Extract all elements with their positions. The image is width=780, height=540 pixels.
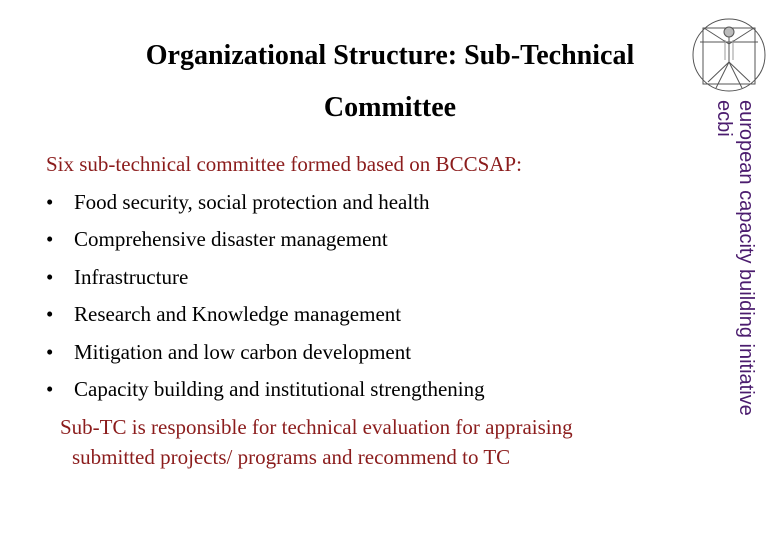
list-item-text: Food security, social protection and health: [74, 189, 430, 214]
responsibility-note: [46, 412, 696, 472]
list-item: [46, 371, 696, 409]
bullet-icon: •: [46, 189, 54, 214]
bullet-icon: •: [46, 227, 54, 251]
slide-title: [60, 30, 720, 134]
list-item: [46, 221, 696, 259]
list-item-text: Mitigation and low carbon development: [74, 339, 412, 364]
branding-line-2: ecbi: [713, 100, 735, 137]
list-item: [46, 334, 696, 372]
branding-line-1: european capacity building initiative: [735, 100, 757, 416]
bullet-icon: •: [46, 377, 54, 401]
list-item-text: Research and Knowledge management: [74, 302, 402, 326]
intro-text: Six sub-technical committee formed based on BCCSAP:: [46, 152, 522, 176]
bullet-icon: •: [46, 339, 54, 364]
title-line-1: Organizational Structure: Sub-Technical: [145, 40, 635, 71]
list-item: [46, 296, 696, 334]
bullet-icon: •: [46, 264, 54, 289]
committee-list: [46, 184, 696, 409]
vitruvian-man-icon: [686, 10, 772, 96]
note-line-2: submitted projects/ programs and recommend to TC: [72, 444, 511, 469]
note-line-1: Sub-TC is responsible for technical evaluation for appraising: [60, 414, 573, 439]
list-item-text: Infrastructure: [74, 264, 189, 289]
ecbi-branding: [713, 100, 757, 416]
slide-body: [46, 146, 696, 472]
list-item-text: Comprehensive disaster management: [74, 227, 388, 251]
title-line-2: Committee: [323, 92, 457, 123]
list-item: [46, 184, 696, 222]
list-item: [46, 259, 696, 297]
bullet-icon: •: [46, 302, 54, 326]
list-item-text: Capacity building and institutional strengthening: [74, 377, 485, 401]
